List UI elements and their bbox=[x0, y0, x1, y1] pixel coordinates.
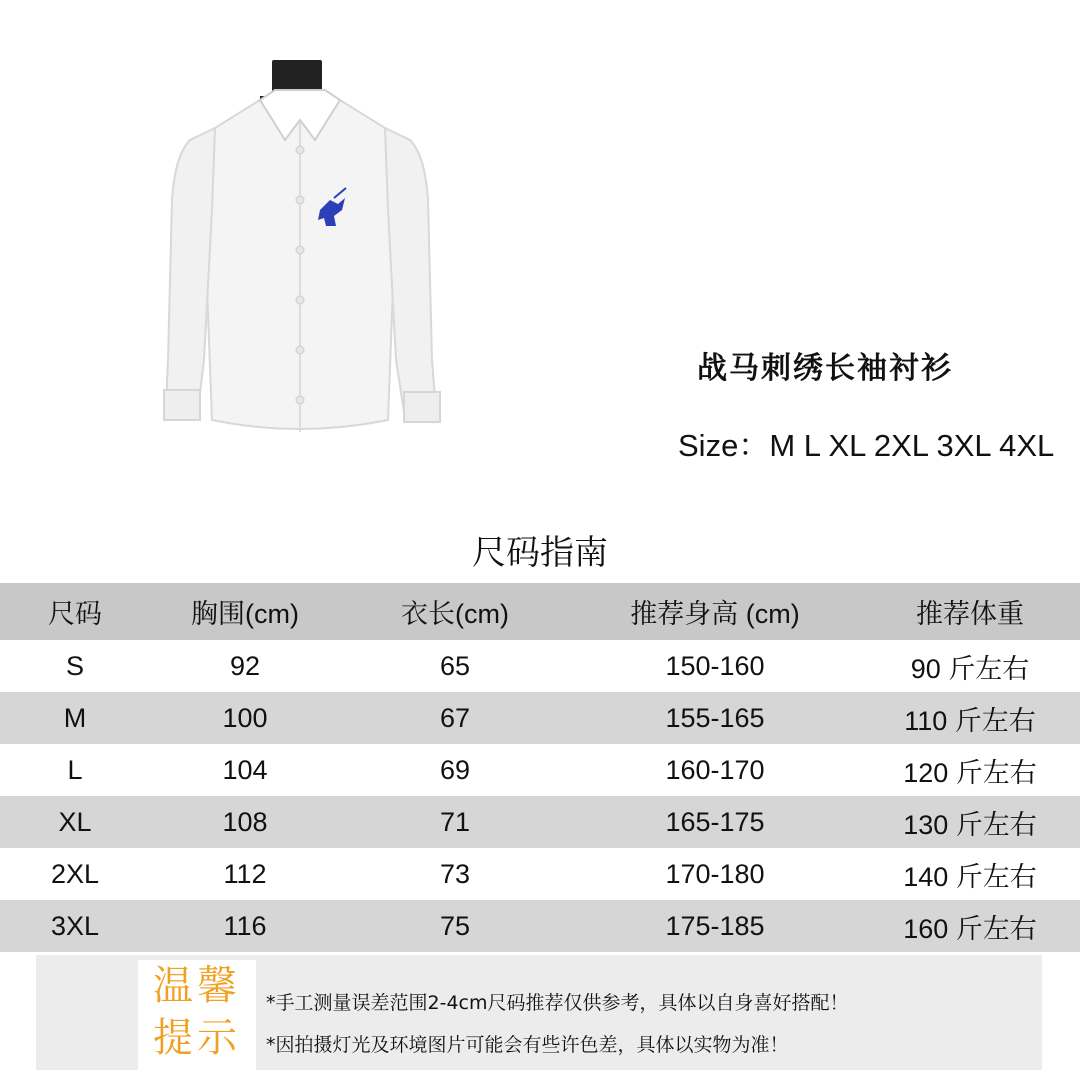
cell-weight: 130 斤左右 bbox=[903, 809, 1037, 840]
table-row bbox=[0, 692, 1080, 744]
size-values: M L XL 2XL 3XL 4XL bbox=[769, 428, 1055, 463]
cell-length: 69 bbox=[439, 754, 471, 785]
table-row bbox=[0, 796, 1080, 848]
cell-weight: 120 斤左右 bbox=[903, 757, 1037, 788]
product-photo bbox=[120, 60, 480, 500]
cell-size: 3XL bbox=[50, 910, 100, 941]
cell-size: L bbox=[67, 754, 83, 785]
header-weight: 推荐体重 bbox=[916, 599, 1024, 629]
cell-weight: 90 斤左右 bbox=[910, 653, 1030, 684]
notice-line-2: *因拍摄灯光及环境图片可能会有些许色差，具体以实物为准！ bbox=[266, 1034, 789, 1056]
cell-chest: 108 bbox=[222, 806, 268, 837]
table-row bbox=[0, 900, 1080, 952]
table-row bbox=[0, 640, 1080, 692]
size-label: Size： bbox=[678, 428, 770, 463]
cell-length: 65 bbox=[439, 650, 471, 681]
header-height: 推荐身高 (cm) bbox=[630, 599, 800, 629]
cell-length: 73 bbox=[439, 858, 471, 889]
cell-size: M bbox=[63, 702, 87, 733]
cell-height: 165-175 bbox=[665, 806, 765, 837]
header-size: 尺码 bbox=[48, 599, 102, 629]
cell-height: 175-185 bbox=[665, 910, 765, 941]
cell-height: 170-180 bbox=[665, 858, 765, 889]
cell-size: S bbox=[65, 650, 84, 681]
header-length: 衣长(cm) bbox=[401, 599, 509, 629]
product-title: 战马刺绣长袖衬衫 bbox=[697, 351, 953, 386]
cell-weight: 110 斤左右 bbox=[904, 705, 1036, 736]
notice-badge-line2: 提示 bbox=[153, 1015, 241, 1061]
size-guide-title: 尺码指南 bbox=[472, 533, 608, 573]
cell-height: 155-165 bbox=[665, 702, 765, 733]
table-header-row bbox=[0, 583, 1080, 640]
size-table bbox=[0, 583, 1080, 952]
cell-size: 2XL bbox=[50, 858, 100, 889]
cell-chest: 92 bbox=[229, 650, 261, 681]
notice-line-1: *手工测量误差范围2-4cm尺码推荐仅供参考，具体以自身喜好搭配！ bbox=[266, 992, 849, 1014]
cell-chest: 104 bbox=[222, 754, 268, 785]
cell-size: XL bbox=[58, 806, 92, 837]
available-sizes bbox=[678, 420, 1054, 465]
cell-length: 67 bbox=[439, 702, 471, 733]
cell-chest: 100 bbox=[222, 702, 268, 733]
table-row bbox=[0, 744, 1080, 796]
notice-badge-line1: 温馨 bbox=[153, 963, 241, 1009]
cell-length: 71 bbox=[439, 806, 471, 837]
table-row bbox=[0, 848, 1080, 900]
cell-length: 75 bbox=[439, 910, 471, 941]
header-chest: 胸围(cm) bbox=[191, 599, 299, 629]
cell-height: 150-160 bbox=[665, 650, 765, 681]
cell-weight: 140 斤左右 bbox=[903, 861, 1037, 892]
cell-chest: 116 bbox=[223, 910, 267, 941]
shirt-image bbox=[120, 60, 480, 500]
cell-chest: 112 bbox=[223, 858, 267, 889]
notice-badge bbox=[138, 960, 256, 1070]
cell-weight: 160 斤左右 bbox=[903, 913, 1037, 944]
cell-height: 160-170 bbox=[665, 754, 765, 785]
